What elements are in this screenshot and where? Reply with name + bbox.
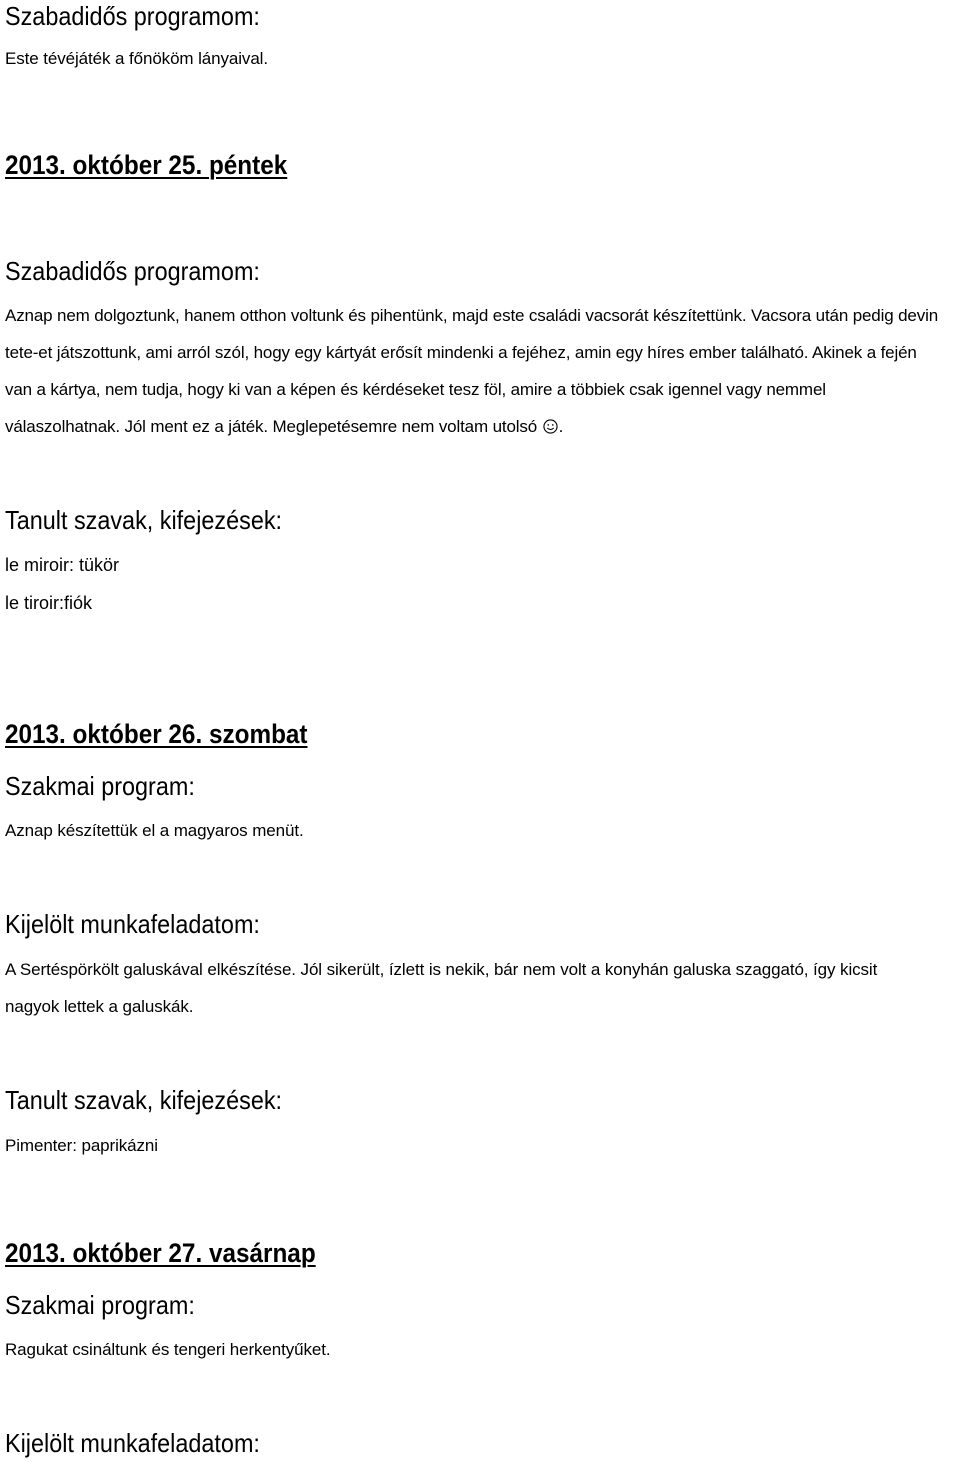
vocabulary-heading: Tanult szavak, kifejezések: — [5, 1085, 283, 1115]
vocabulary-item: Pimenter: paprikázni — [5, 1136, 158, 1155]
assigned-task-heading: Kijelölt munkafeladatom: — [5, 1428, 260, 1458]
professional-program-text: Ragukat csináltunk és tengeri herkentyűket. — [5, 1340, 331, 1359]
free-time-paragraph-text: Aznap nem dolgoztunk, hanem otthon voltunk és pihentünk, majd este családi vacsorát készítettünk. Vacsora után pedig devin tete-et játszottunk, ami arról szól, hogy egy kártyát erősít mindenki a fejéhez, amin egy híres ember található. Akinek a fején van a kártya, nem tudja, hogy ki van a képen és kérdéseket tesz föl, amire a többiek csak igennel vagy nemmel válaszolhatnak. Jól ment ez a játék. Meglepetésemre nem voltam utolsó — [5, 306, 939, 436]
assigned-task-text-line: nagyok lettek a galuskák. — [5, 997, 194, 1016]
professional-program-heading: Szakmai program: — [5, 771, 195, 801]
vocabulary-heading: Tanult szavak, kifejezések: — [5, 505, 283, 535]
professional-program-heading: Szakmai program: — [5, 1290, 195, 1320]
vocabulary-item: le miroir: tükör — [5, 555, 120, 575]
date-heading-oct-25: 2013. október 25. péntek — [5, 150, 288, 180]
assigned-task-heading: Kijelölt munkafeladatom: — [5, 909, 260, 939]
free-time-paragraph — [5, 297, 945, 445]
smiley-face-icon — [543, 419, 558, 434]
free-time-heading: Szabadidős programom: — [5, 1, 260, 31]
free-time-text: Este tévéjáték a főnököm lányaival. — [5, 49, 268, 68]
date-heading-oct-26: 2013. október 26. szombat — [5, 719, 308, 749]
assigned-task-text-line: A Sertéspörkölt galuskával elkészítése. Jól sikerült, ízlett is nekik, bár nem volt a konyhán galuska szaggató, így kicsit — [5, 960, 878, 979]
date-heading-oct-27: 2013. október 27. vasárnap — [5, 1238, 316, 1268]
free-time-paragraph-end: . — [558, 417, 564, 436]
professional-program-text: Aznap készítettük el a magyaros menüt. — [5, 821, 304, 840]
free-time-heading: Szabadidős programom: — [5, 256, 260, 286]
vocabulary-item: le tiroir:fiók — [5, 593, 93, 613]
